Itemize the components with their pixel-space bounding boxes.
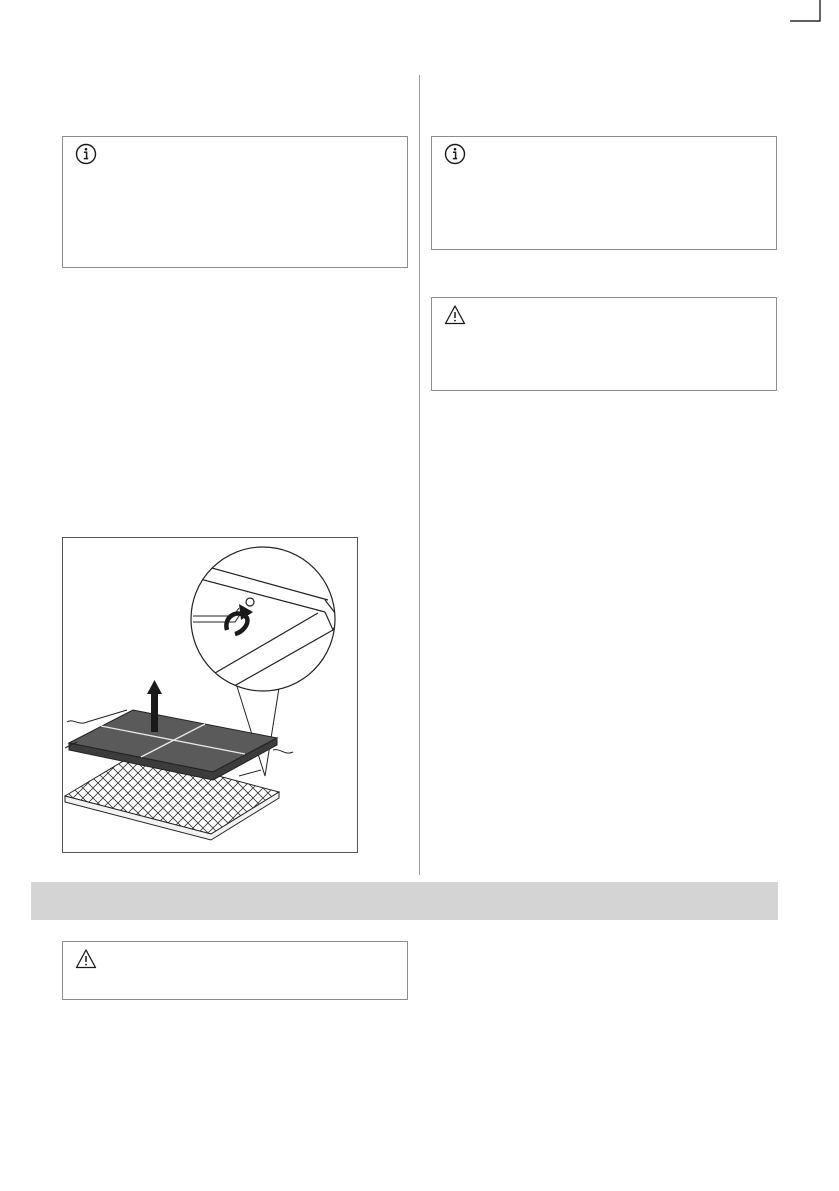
- filter-removal-illustration: [63, 538, 357, 852]
- info-note-left: [62, 136, 408, 268]
- crop-mark: [790, 0, 839, 32]
- info-note-right: [431, 136, 777, 250]
- detail-zoom-circle: [181, 547, 339, 698]
- warning-note-left: [62, 941, 408, 1000]
- warning-icon: [444, 304, 466, 326]
- filter-illustration-frame: [62, 537, 358, 853]
- warning-note-right: [431, 297, 777, 391]
- section-heading-bar: [31, 882, 778, 920]
- charcoal-filter-panel: [65, 710, 293, 780]
- info-icon: [444, 143, 466, 165]
- column-divider: [419, 75, 420, 875]
- warning-icon: [75, 948, 97, 970]
- info-icon: [75, 143, 97, 165]
